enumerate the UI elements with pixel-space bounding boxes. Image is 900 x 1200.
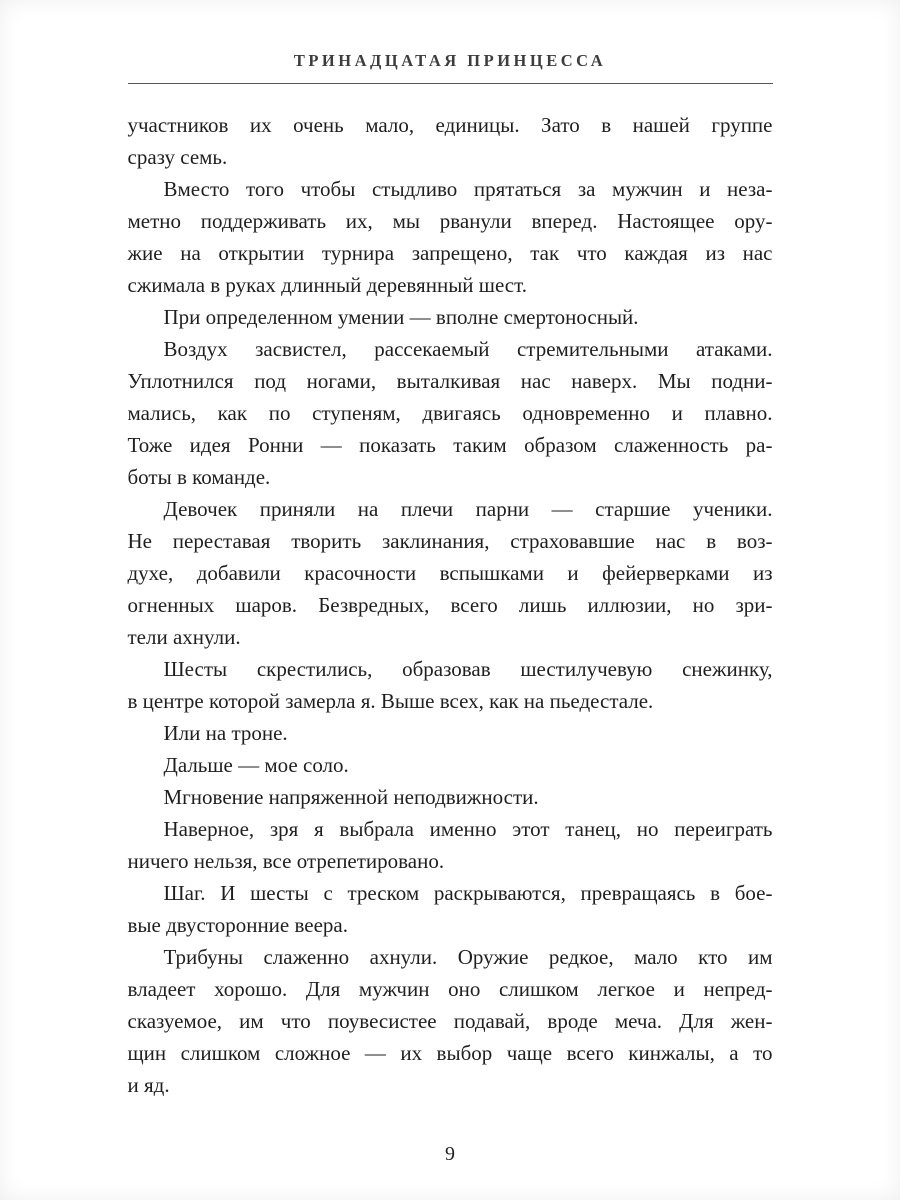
text-line: Девочек приняли на плечи парни — старшие ученики.	[163, 497, 773, 521]
paragraph	[128, 813, 773, 877]
paragraph	[128, 749, 773, 781]
text-line: участников их очень мало, единицы. Зато в нашей группе	[127, 113, 773, 137]
text-line: владеет хорошо. Для мужчин оно слишком легкое и непред-	[127, 977, 773, 1001]
text-line: вые двусторонние веера.	[127, 913, 348, 937]
text-line: Вместо того чтобы стыдливо прятаться за мужчин и неза-	[163, 177, 773, 201]
text-line: Трибуны слаженно ахнули. Оружие редкое, мало кто им	[163, 945, 773, 969]
page-header	[0, 0, 900, 84]
text-line: При определенном умении — вполне смертоносный.	[163, 305, 639, 329]
text-line: Воздух засвистел, рассекаемый стремительными атаками.	[163, 337, 773, 361]
text-line: Не переставая творить заклинания, страховавшие нас в воз-	[127, 529, 773, 553]
text-line: ничего нельзя, все отрепетировано.	[127, 849, 445, 873]
text-line: жие на открытии турнира запрещено, так что каждая из нас	[127, 241, 773, 265]
text-line: сказуемое, им что поувесистее подавай, вроде меча. Для жен-	[127, 1009, 773, 1033]
text-line: щин слишком сложное — их выбор чаще всего кинжалы, а то	[127, 1041, 773, 1065]
text-line: Шаг. И шесты с треском раскрываются, превращаясь в бое-	[163, 881, 773, 905]
text-line: Шесты скрестились, образовав шестилучевую снежинку,	[163, 657, 773, 681]
text-line: метно поддерживать их, мы рванули вперед. Настоящее ору-	[127, 209, 773, 233]
running-title: ТРИНАДЦАТАЯ ПРИНЦЕССА	[293, 51, 607, 70]
paragraph	[128, 653, 773, 717]
text-line: Тоже идея Ронни — показать таким образом слаженность ра-	[127, 433, 773, 457]
paragraph	[128, 717, 773, 749]
paragraph	[128, 493, 773, 653]
text-line: тели ахнули.	[127, 625, 241, 649]
paragraph	[128, 109, 773, 173]
text-line: сразу семь.	[127, 145, 228, 169]
paragraph	[128, 333, 773, 493]
text-line: Уплотнился под ногами, выталкивая нас наверх. Мы подни-	[127, 369, 773, 393]
paragraph	[128, 301, 773, 333]
paragraph	[128, 781, 773, 813]
text-line: мались, как по ступеням, двигаясь одновременно и плавно.	[127, 401, 773, 425]
paragraph	[128, 941, 773, 1101]
text-line: сжимала в руках длинный деревянный шест.	[127, 273, 527, 297]
paragraph	[128, 173, 773, 301]
text-line: в центре которой замерла я. Выше всех, как на пьедестале.	[127, 689, 654, 713]
text-line: Мгновение напряженной неподвижности.	[163, 785, 539, 809]
paragraph	[128, 877, 773, 941]
text-line: Дальше — мое соло.	[163, 753, 349, 777]
text-line: боты в команде.	[127, 465, 271, 489]
text-line: духе, добавили красочности вспышками и фейерверками из	[127, 561, 773, 585]
text-line: Или на троне.	[163, 721, 288, 745]
text-body	[128, 109, 773, 1101]
text-line: Наверное, зря я выбрала именно этот танец, но переиграть	[163, 817, 773, 841]
page-number: 9	[445, 1143, 455, 1165]
header-rule	[128, 83, 773, 84]
text-line: и яд.	[127, 1073, 170, 1097]
text-line: огненных шаров. Безвредных, всего лишь иллюзии, но зри-	[127, 593, 773, 617]
